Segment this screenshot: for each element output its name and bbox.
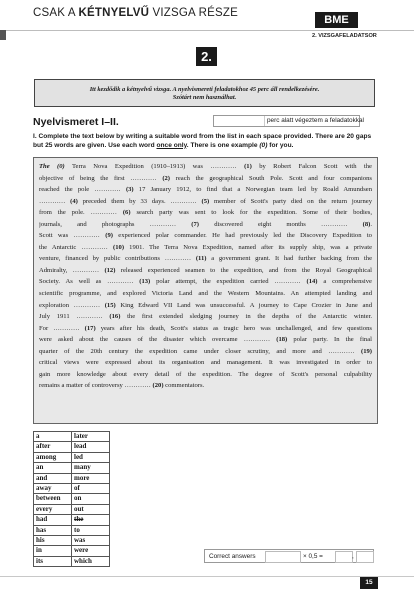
header-subtitle: 2. VIZSGAFELADATSOR: [312, 33, 377, 39]
score-separator: ,: [352, 553, 354, 560]
word-cell: and: [34, 473, 72, 483]
word-cell: an: [34, 463, 72, 473]
page-number: 15: [360, 577, 378, 589]
word-cell: more: [72, 473, 110, 483]
passage-line: objective of being the first ………… (2) reach the geographical South Pole. Scott and four companions: [39, 174, 372, 182]
word-row: [34, 536, 110, 546]
gap-fill-passage: [33, 157, 378, 424]
word-row: [34, 432, 110, 442]
word-cell: a: [34, 432, 72, 442]
word-cell: was: [72, 536, 110, 546]
passage-line: July 1911 ………… (16) the first extended sledging journey in the depths of the Antarctic winter.: [39, 313, 372, 321]
word-row: [34, 452, 110, 462]
score-multiplier: × 0,5 =: [303, 553, 323, 560]
word-cell: lead: [72, 442, 110, 452]
passage-line: exploration ………… (15) King Edward VII Land was unsuccessful. A journey to Cape Crozier in June and: [39, 301, 372, 309]
word-row: [34, 515, 110, 525]
time-box-label: perc alatt végeztem a feladatokkal: [267, 117, 364, 124]
correct-answers-field[interactable]: [265, 551, 301, 563]
passage-line: For ………… (17) years after his death, Scott's status as tragic hero was unchallenged, and few questions: [39, 324, 372, 332]
score-integer-field[interactable]: [335, 551, 353, 563]
word-cell: many: [72, 463, 110, 473]
section-number-badge: 2.: [196, 47, 217, 66]
word-row: [34, 442, 110, 452]
word-cell: has: [34, 525, 72, 535]
word-cell: in: [34, 546, 72, 556]
passage-line: quarter of the 20th century the expedition came under closer scrutiny, and more and ………… (19): [39, 347, 372, 355]
word-row: [34, 546, 110, 556]
time-input-field[interactable]: [214, 116, 265, 126]
passage-line: journals, and photographs ………… (7) discovered eight months ………… (8).: [39, 220, 372, 228]
word-row: [34, 473, 110, 483]
passage-line: reached the pole ………… (3) 17 January 1912, to find that a Norwegian team led by Roald Amundsen: [39, 186, 372, 194]
passage-line: gain more knowledge about every detail of the expedition. The degree of Scott's personal culpability: [39, 370, 372, 378]
passage-line: were asked about the causes of the disaster which overcame ………… (18) polar party. In the final: [39, 336, 372, 344]
word-cell: the: [72, 515, 110, 525]
word-cell: after: [34, 442, 72, 452]
section-title: Nyelvismeret I–II.: [33, 116, 119, 128]
passage-line: Society. As well as ………… (13) polar attempt, the expedition carried ………… (14) a comprehensive: [39, 278, 372, 286]
passage-line: ………… (4) preceded them by 33 days. ………… (5) member of Scott's party died on the return journey: [39, 197, 372, 205]
word-cell: away: [34, 484, 72, 494]
time-box: [213, 115, 364, 127]
word-cell: had: [34, 515, 72, 525]
passage-line: venture, financed by public contributions ………… (11) a government grant. It had further backing from the: [39, 255, 372, 263]
passage-line: critical views were expressed about its organisation and management. It was investigated in order to: [39, 359, 372, 367]
passage-line: scientific programme, and explored Victoria Land and the Western Mountains. An attempted landing and: [39, 290, 372, 298]
word-cell: which: [72, 556, 110, 566]
word-cell: among: [34, 452, 72, 462]
word-cell: between: [34, 494, 72, 504]
passage-line: remains a matter of controversy ………… (20) commentators.: [39, 382, 205, 390]
bme-logo: BME: [315, 12, 358, 28]
word-cell: its: [34, 556, 72, 566]
word-row: [34, 463, 110, 473]
score-label: Correct answers: [209, 553, 256, 560]
passage-line: Admiralty, ………… (12) released experienced seamen to the expedition, and from the Royal Geographical: [39, 266, 372, 274]
word-list-table: [33, 431, 110, 567]
footer-rule: [0, 576, 414, 577]
notice-line-1: Itt kezdődik a kétnyelvű vizsga. A nyelvismereti feladatokhoz 45 perc áll rendelkezésére.: [89, 86, 320, 93]
word-row: [34, 556, 110, 566]
word-row: [34, 484, 110, 494]
word-cell: every: [34, 504, 72, 514]
score-box: [204, 549, 374, 563]
header-rule: [0, 30, 414, 31]
word-row: [34, 494, 110, 504]
score-decimal-field[interactable]: [356, 551, 374, 563]
word-cell: his: [34, 536, 72, 546]
notice-line-2: Szótárt nem használhat.: [172, 94, 237, 101]
word-cell: later: [72, 432, 110, 442]
word-cell: on: [72, 494, 110, 504]
exam-notice: [34, 79, 375, 107]
passage-line: Scott was ………… (9) experienced polar commander. He had previously led the Discovery Expedition to: [39, 232, 372, 240]
word-cell: of: [72, 484, 110, 494]
word-cell: out: [72, 504, 110, 514]
header-tick: [0, 30, 6, 40]
word-row: [34, 525, 110, 535]
passage-line: the Antarctic ………… (10) 1901. The Terra Nova Expedition, named after its supply ship, was a private: [39, 243, 372, 251]
passage-line: The (0) Terra Nova Expedition (1910–1913) was ………… (1) by Robert Falcon Scott with the: [39, 163, 372, 170]
word-cell: were: [72, 546, 110, 556]
once-only-emphasis: once only: [156, 141, 187, 149]
word-cell: to: [72, 525, 110, 535]
passage-line: from the pole. ………… (6) search party was sent to look for the expedition. Some of their bodies,: [39, 209, 372, 217]
page-header-title: CSAK A KÉTNYELVŰ VIZSGA RÉSZE: [33, 7, 238, 19]
word-row: [34, 504, 110, 514]
task-instructions: I. Complete the text below by writing a suitable word from the list in each space provided. There are 20 gaps but 25 words are given. Use each word once only. There is one example (0) for you.: [33, 133, 372, 149]
word-cell: led: [72, 452, 110, 462]
